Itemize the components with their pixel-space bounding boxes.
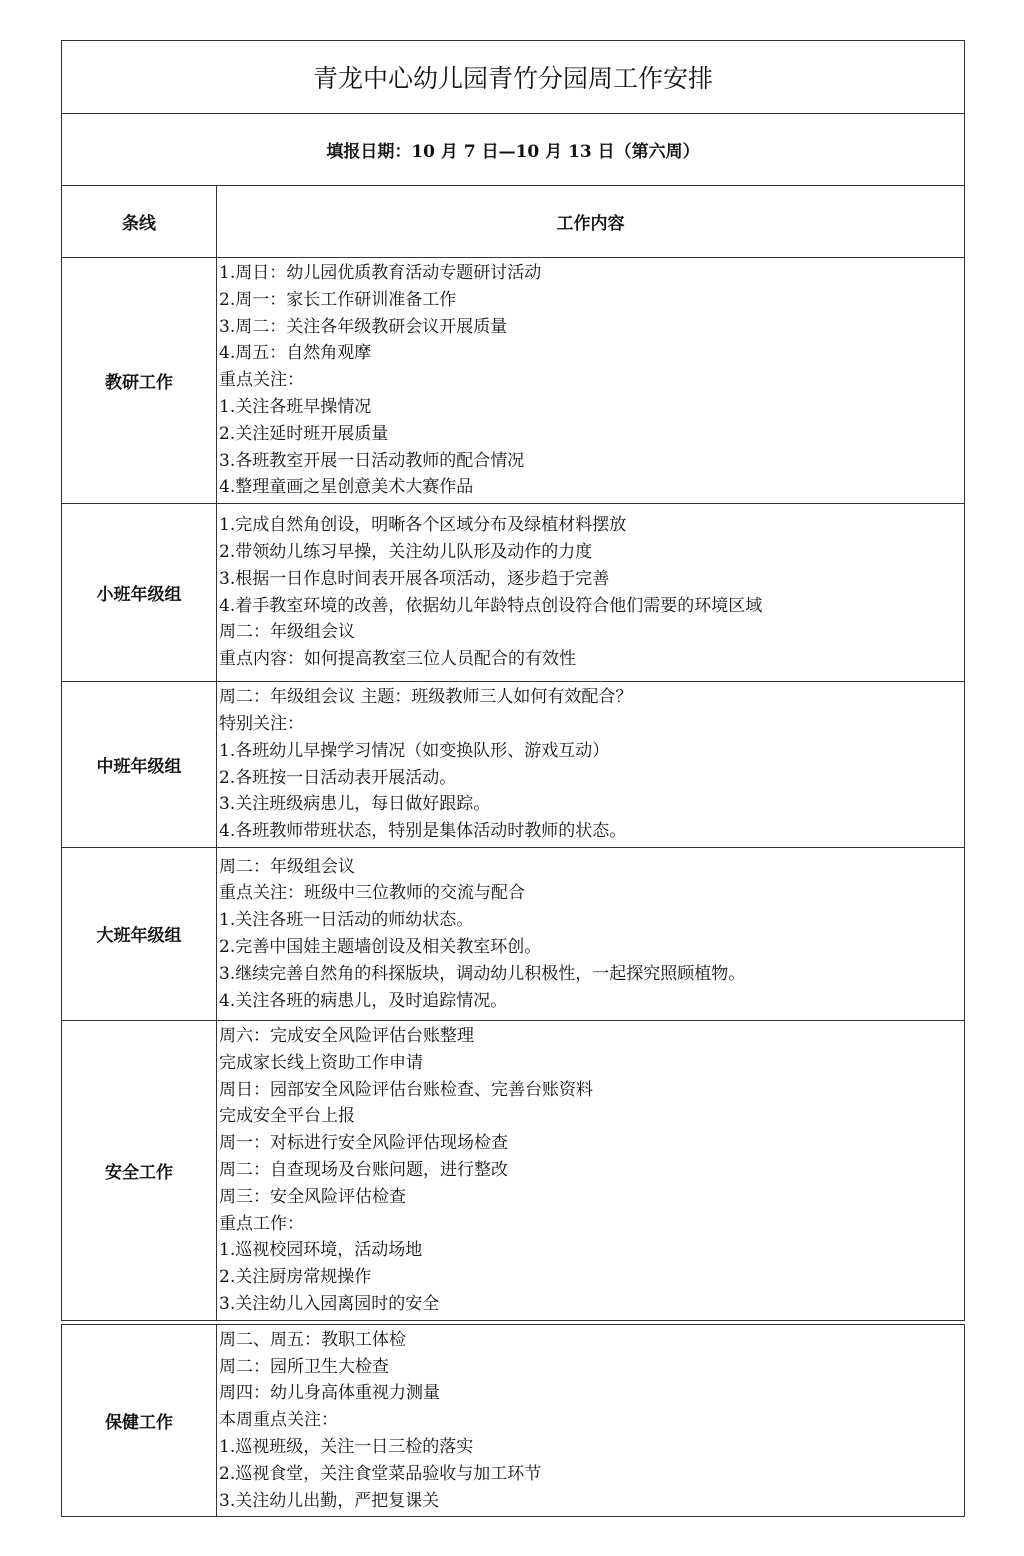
content-line: 3.周二：关注各年级教研会议开展质量 bbox=[219, 316, 508, 337]
header-content: 工作内容 bbox=[217, 186, 965, 258]
section-content bbox=[217, 1324, 965, 1517]
section-label: 教研工作 bbox=[62, 258, 217, 504]
schedule-sheet bbox=[61, 40, 964, 1517]
content-line: 周日：园部安全风险评估台账检查、完善台账资料 bbox=[219, 1079, 593, 1100]
schedule-table bbox=[61, 40, 965, 1321]
content-line: 3.关注幼儿入园离园时的安全 bbox=[219, 1293, 440, 1314]
content-line: 本周重点关注： bbox=[219, 1410, 338, 1431]
content-line: 完成安全平台上报 bbox=[219, 1106, 355, 1127]
content-line: 2.带领幼儿练习早操，关注幼儿队形及动作的力度 bbox=[219, 542, 593, 563]
content-line: 周二：年级组会议 bbox=[219, 856, 355, 877]
content-line: 周四：幼儿身高体重视力测量 bbox=[219, 1383, 440, 1404]
content-line: 3.根据一日作息时间表开展各项活动，逐步趋于完善 bbox=[219, 568, 610, 589]
content-line: 完成家长线上资助工作申请 bbox=[219, 1052, 423, 1073]
section-label: 中班年级组 bbox=[62, 682, 217, 848]
content-line: 重点内容：如何提高教室三位人员配合的有效性 bbox=[219, 649, 576, 670]
content-line: 4.着手教室环境的改善，依据幼儿年龄特点创设符合他们需要的环境区域 bbox=[219, 595, 763, 616]
content-line: 周二：年级组会议 bbox=[219, 622, 355, 643]
content-line: 1.各班幼儿早操学习情况（如变换队形、游戏互动） bbox=[219, 740, 610, 761]
content-line: 周二：年级组会议 主题：班级教师三人如何有效配合？ bbox=[219, 687, 633, 708]
row-large-class bbox=[62, 847, 965, 1020]
row-health-care bbox=[62, 1324, 965, 1517]
row-middle-class bbox=[62, 682, 965, 848]
section-label: 大班年级组 bbox=[62, 847, 217, 1020]
content-line: 4.关注各班的病患儿，及时追踪情况。 bbox=[219, 990, 508, 1011]
report-date: 填报日期：10 月 7 日—10 月 13 日（第六周） bbox=[62, 114, 965, 186]
content-line: 1.关注各班早操情况 bbox=[219, 396, 372, 417]
content-line: 2.关注延时班开展质量 bbox=[219, 423, 389, 444]
section-label: 小班年级组 bbox=[62, 504, 217, 682]
content-line: 周二、周五：教职工体检 bbox=[219, 1329, 406, 1350]
section-content bbox=[217, 1020, 965, 1320]
content-line: 1.巡视校园环境，活动场地 bbox=[219, 1240, 423, 1261]
section-content bbox=[217, 682, 965, 848]
content-line: 3.关注幼儿出勤，严把复课关 bbox=[219, 1490, 440, 1511]
content-line: 周二：园所卫生大检查 bbox=[219, 1356, 389, 1377]
content-line: 4.整理童画之星创意美术大赛作品 bbox=[219, 477, 474, 498]
content-line: 4.周五：自然角观摩 bbox=[219, 343, 372, 364]
header-category: 条线 bbox=[62, 186, 217, 258]
schedule-table-continued bbox=[61, 1324, 965, 1518]
content-line: 2.关注厨房常规操作 bbox=[219, 1267, 372, 1288]
content-line: 1.关注各班一日活动的师幼状态。 bbox=[219, 910, 474, 931]
content-line: 4.各班教师带班状态，特别是集体活动时教师的状态。 bbox=[219, 821, 627, 842]
content-line: 周三：安全风险评估检查 bbox=[219, 1186, 406, 1207]
content-line: 重点关注：班级中三位教师的交流与配合 bbox=[219, 883, 525, 904]
content-line: 周六：完成安全风险评估台账整理 bbox=[219, 1025, 474, 1046]
content-line: 1.完成自然角创设，明晰各个区域分布及绿植材料摆放 bbox=[219, 515, 627, 536]
content-line: 2.各班按一日活动表开展活动。 bbox=[219, 767, 457, 788]
content-line: 特别关注： bbox=[219, 713, 304, 734]
content-line: 重点关注： bbox=[219, 370, 304, 391]
section-content bbox=[217, 258, 965, 504]
content-line: 3.继续完善自然角的科探版块，调动幼儿积极性，一起探究照顾植物。 bbox=[219, 963, 746, 984]
content-line: 周二：自查现场及台账问题，进行整改 bbox=[219, 1159, 508, 1180]
content-line: 周一：对标进行安全风险评估现场检查 bbox=[219, 1133, 508, 1154]
content-line: 1.巡视班级，关注一日三检的落实 bbox=[219, 1436, 474, 1457]
section-content bbox=[217, 504, 965, 682]
section-label: 安全工作 bbox=[62, 1020, 217, 1320]
section-content bbox=[217, 847, 965, 1020]
content-line: 3.关注班级病患儿，每日做好跟踪。 bbox=[219, 794, 491, 815]
row-safety bbox=[62, 1020, 965, 1320]
content-line: 2.完善中国娃主题墙创设及相关教室环创。 bbox=[219, 936, 542, 957]
document-title: 青龙中心幼儿园青竹分园周工作安排 bbox=[62, 41, 965, 114]
row-small-class bbox=[62, 504, 965, 682]
content-line: 1.周日：幼儿园优质教育活动专题研讨活动 bbox=[219, 263, 542, 283]
content-line: 重点工作： bbox=[219, 1213, 304, 1234]
content-line: 2.周一：家长工作研训准备工作 bbox=[219, 289, 457, 310]
content-line: 2.巡视食堂，关注食堂菜品验收与加工环节 bbox=[219, 1463, 542, 1484]
section-label: 保健工作 bbox=[62, 1324, 217, 1517]
row-teaching-research bbox=[62, 258, 965, 504]
content-line: 3.各班教室开展一日活动教师的配合情况 bbox=[219, 450, 525, 471]
